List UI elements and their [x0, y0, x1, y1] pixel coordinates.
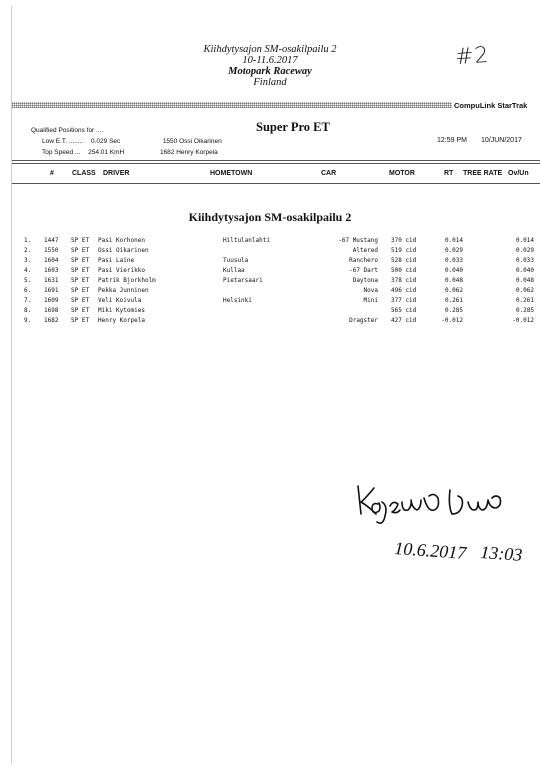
result-cls: SP ET [71, 257, 90, 264]
result-cls: SP ET [71, 287, 90, 294]
result-pos: 1. [24, 237, 32, 244]
signature-scrawl [358, 486, 501, 523]
result-row [0, 277, 540, 287]
result-rt: 0.285 [444, 307, 463, 314]
result-driver: Ossi Oikarinen [98, 247, 149, 254]
result-pos: 5. [24, 277, 32, 284]
result-car: Mini [363, 297, 378, 304]
result-motor: 496 cid [391, 287, 417, 294]
result-rt: 0.014 [444, 237, 463, 244]
result-rt: 0.261 [444, 297, 463, 304]
results-title: Kiihdytysajon SM-osakilpailu 2 [188, 210, 352, 224]
result-row [0, 257, 540, 267]
col-header-motor: MOTOR [389, 170, 415, 177]
result-row [0, 267, 540, 277]
result-row [0, 237, 540, 247]
result-ovun: 0.029 [515, 247, 534, 254]
result-cls: SP ET [71, 247, 90, 254]
result-rt: 0.033 [444, 257, 463, 264]
result-motor: 528 cid [391, 257, 417, 264]
divider [12, 163, 540, 164]
result-rt: 0.062 [444, 287, 463, 294]
result-car: Daytona [352, 277, 378, 284]
result-driver: Henry Korpela [98, 317, 145, 324]
result-hometown: Kullaa [223, 267, 245, 274]
result-row [0, 297, 540, 307]
col-header-driver: DRIVER [103, 170, 130, 177]
result-hometown: Tuusula [223, 257, 249, 264]
col-header-hometown: HOMETOWN [210, 170, 253, 177]
signature-date: 10.6.2017 [393, 538, 467, 564]
result-rt: -0.012 [441, 317, 463, 324]
top-speed-label: Top Speed ... [42, 149, 81, 156]
result-car: Nova [363, 287, 378, 294]
result-pos: 6. [24, 287, 32, 294]
result-ovun: 0.014 [515, 237, 534, 244]
signature [352, 480, 527, 570]
report-time: 12:59 PM [437, 137, 467, 144]
result-motor: 378 cid [391, 277, 417, 284]
divider [12, 183, 540, 184]
event-venue: Motopark Raceway [228, 66, 312, 77]
result-num: 1447 [44, 237, 59, 244]
result-row [0, 307, 540, 317]
result-ovun: 0.040 [515, 267, 534, 274]
results-table [0, 237, 540, 327]
col-header-class: CLASS [72, 170, 96, 177]
result-driver: Veli Koivula [98, 297, 142, 304]
result-pos: 9. [24, 317, 32, 324]
result-motor: 500 cid [391, 267, 417, 274]
col-header-num: # [50, 170, 54, 177]
brand-label: CompuLink StarTrak [454, 101, 528, 110]
result-ovun: -0.012 [512, 317, 534, 324]
low-et-value: 0.029 Sec [91, 138, 121, 145]
event-dates: 10-11.6.2017 [242, 55, 298, 66]
result-driver: Miki Kytomies [98, 307, 145, 314]
result-cls: SP ET [71, 267, 90, 274]
report-date: 10/JUN/2017 [481, 137, 522, 144]
handwritten-number: #2 [454, 42, 491, 71]
result-num: 1550 [44, 247, 59, 254]
result-row [0, 317, 540, 327]
result-motor: 565 cid [391, 307, 417, 314]
col-header-rt: RT [444, 170, 454, 177]
top-speed-holder: 1682 Henry Korpela [159, 149, 218, 156]
result-ovun: 0.033 [515, 257, 534, 264]
result-cls: SP ET [71, 317, 90, 324]
result-car: Dragster [349, 317, 378, 324]
result-num: 1609 [44, 297, 59, 304]
result-row [0, 247, 540, 257]
result-car: -67 Mustang [338, 237, 378, 244]
page-edge [11, 6, 12, 764]
result-row [0, 287, 540, 297]
result-motor: 519 cid [391, 247, 417, 254]
result-ovun: 0.285 [515, 307, 534, 314]
result-hometown: Pietarsaari [223, 277, 263, 284]
result-driver: Pasi Laine [98, 257, 135, 264]
result-motor: 377 cid [391, 297, 417, 304]
result-num: 1603 [44, 267, 59, 274]
result-car: Ranchero [349, 257, 378, 264]
divider [12, 160, 540, 161]
result-driver: Pasi Korhonen [98, 237, 145, 244]
event-title: Kiihdytysajon SM-osakilpailu 2 [203, 44, 337, 55]
result-car: -67 Dart [349, 267, 378, 274]
result-driver: Patrik Bjorkholm [98, 277, 156, 284]
result-pos: 8. [24, 307, 32, 314]
dither-band [12, 102, 452, 108]
result-car: Altered [352, 247, 378, 254]
col-header-car: CAR [321, 170, 337, 177]
result-hometown: Helsinki [223, 297, 252, 304]
result-num: 1604 [44, 257, 59, 264]
result-rt: 0.040 [444, 267, 463, 274]
result-num: 1631 [44, 277, 59, 284]
low-et-row [31, 136, 222, 147]
result-num: 1698 [44, 307, 59, 314]
result-cls: SP ET [71, 237, 90, 244]
result-cls: SP ET [71, 277, 90, 284]
result-rt: 0.029 [444, 247, 463, 254]
result-ovun: 0.062 [515, 287, 534, 294]
top-speed-value: 254.01 KmH [88, 149, 125, 156]
qualified-positions [31, 125, 222, 158]
result-num: 1691 [44, 287, 59, 294]
result-motor: 427 cid [391, 317, 417, 324]
result-cls: SP ET [71, 307, 90, 314]
result-num: 1682 [44, 317, 59, 324]
low-et-label: Low E.T. ........ [42, 138, 84, 145]
top-speed-row [31, 147, 222, 158]
result-ovun: 0.048 [515, 277, 534, 284]
result-driver: Pasi Vierikko [98, 267, 145, 274]
low-et-holder: 1550 Ossi Oikarinen [162, 138, 222, 145]
result-ovun: 0.261 [515, 297, 534, 304]
result-pos: 4. [24, 267, 32, 274]
event-country: Finland [253, 77, 287, 88]
result-pos: 7. [24, 297, 32, 304]
qualified-title: Qualified Positions for .... [31, 127, 104, 134]
result-driver: Pekka Junninen [98, 287, 149, 294]
result-motor: 370 cid [391, 237, 417, 244]
signature-time: 13:03 [479, 542, 524, 565]
result-rt: 0.048 [444, 277, 463, 284]
result-cls: SP ET [71, 297, 90, 304]
result-pos: 2. [24, 247, 32, 254]
col-header-ov-un: Ov/Un [508, 170, 529, 177]
class-title: Super Pro ET [256, 120, 330, 134]
col-header-tree-rate: TREE RATE [463, 170, 503, 177]
result-pos: 3. [24, 257, 32, 264]
result-hometown: Hiltulanlahti [223, 237, 270, 244]
